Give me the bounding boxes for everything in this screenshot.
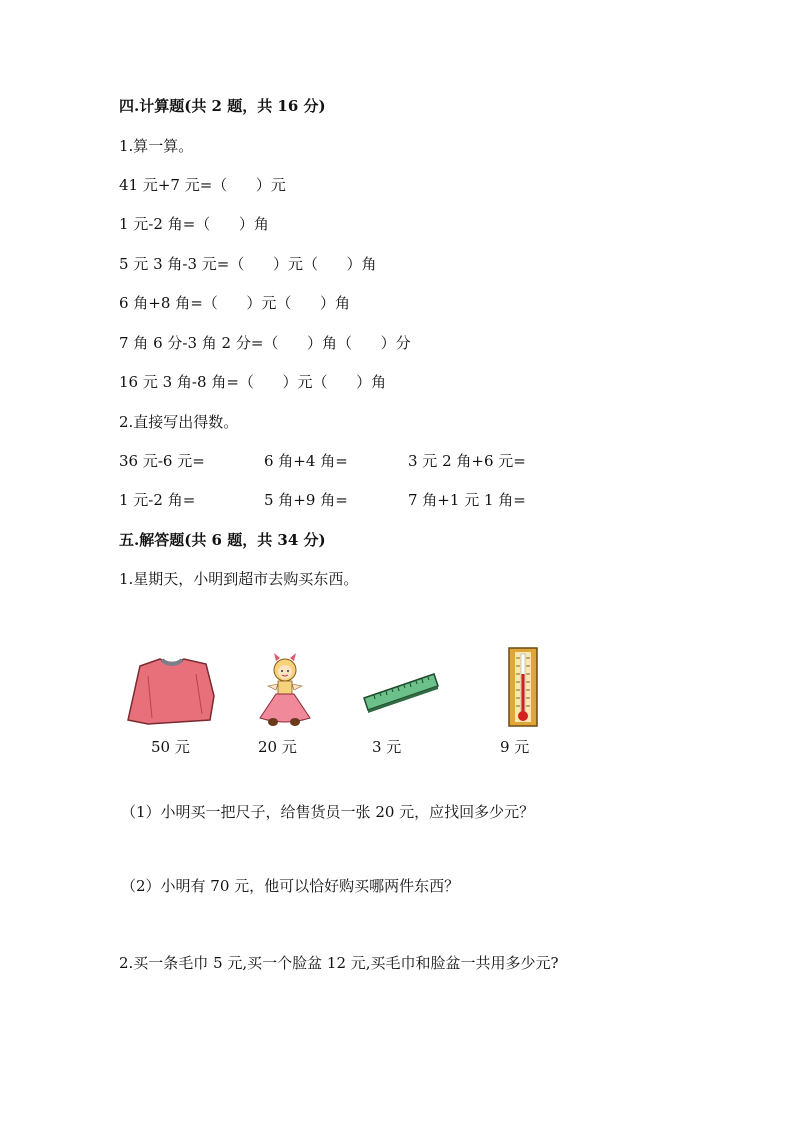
calc-item: 1 元-2 角=（ ）角 xyxy=(119,215,269,233)
direct-calc-item: 7 角+1 元 1 角= xyxy=(408,491,526,509)
calc-item: 6 角+8 角=（ ）元（ ）角 xyxy=(119,294,350,312)
calc-item: 5 元 3 角-3 元=（ ）元（ ）角 xyxy=(119,255,377,273)
ruler-image xyxy=(360,668,440,714)
shirt-image xyxy=(126,656,218,726)
question-1-title: 1.算一算。 xyxy=(119,137,194,155)
sub-question-2: （2）小明有 70 元，他可以恰好购买哪两件东西？ xyxy=(121,877,460,895)
calc-item: 7 角 6 分-3 角 2 分=（ ）角（ ）分 xyxy=(119,334,411,352)
shirt-price: 50 元 xyxy=(151,738,190,756)
doll-image xyxy=(254,652,316,728)
thermometer-image xyxy=(506,646,540,728)
calc-item: 16 元 3 角-8 角=（ ）元（ ）角 xyxy=(119,373,387,391)
question-2-title: 2.直接写出得数。 xyxy=(119,413,239,431)
direct-calc-item: 5 角+9 角= xyxy=(264,491,348,509)
direct-calc-item: 3 元 2 角+6 元= xyxy=(408,452,526,470)
ruler-price: 3 元 xyxy=(372,738,402,756)
direct-calc-item: 6 角+4 角= xyxy=(264,452,348,470)
direct-calc-item: 36 元-6 元= xyxy=(119,452,205,470)
calc-item: 41 元+7 元=（ ）元 xyxy=(119,176,286,194)
problem-2-title: 2.买一条毛巾 5 元,买一个脸盆 12 元,买毛巾和脸盆一共用多少元? xyxy=(119,954,559,972)
doll-price: 20 元 xyxy=(258,738,297,756)
section-4-heading: 四.计算题(共 2 题，共 16 分) xyxy=(119,97,326,115)
sub-question-1: （1）小明买一把尺子，给售货员一张 20 元，应找回多少元？ xyxy=(121,803,535,821)
direct-calc-item: 1 元-2 角= xyxy=(119,491,196,509)
section-5-heading: 五.解答题(共 6 题，共 34 分) xyxy=(119,531,326,549)
thermometer-price: 9 元 xyxy=(500,738,530,756)
problem-1-title: 1.星期天，小明到超市去购买东西。 xyxy=(119,570,359,588)
